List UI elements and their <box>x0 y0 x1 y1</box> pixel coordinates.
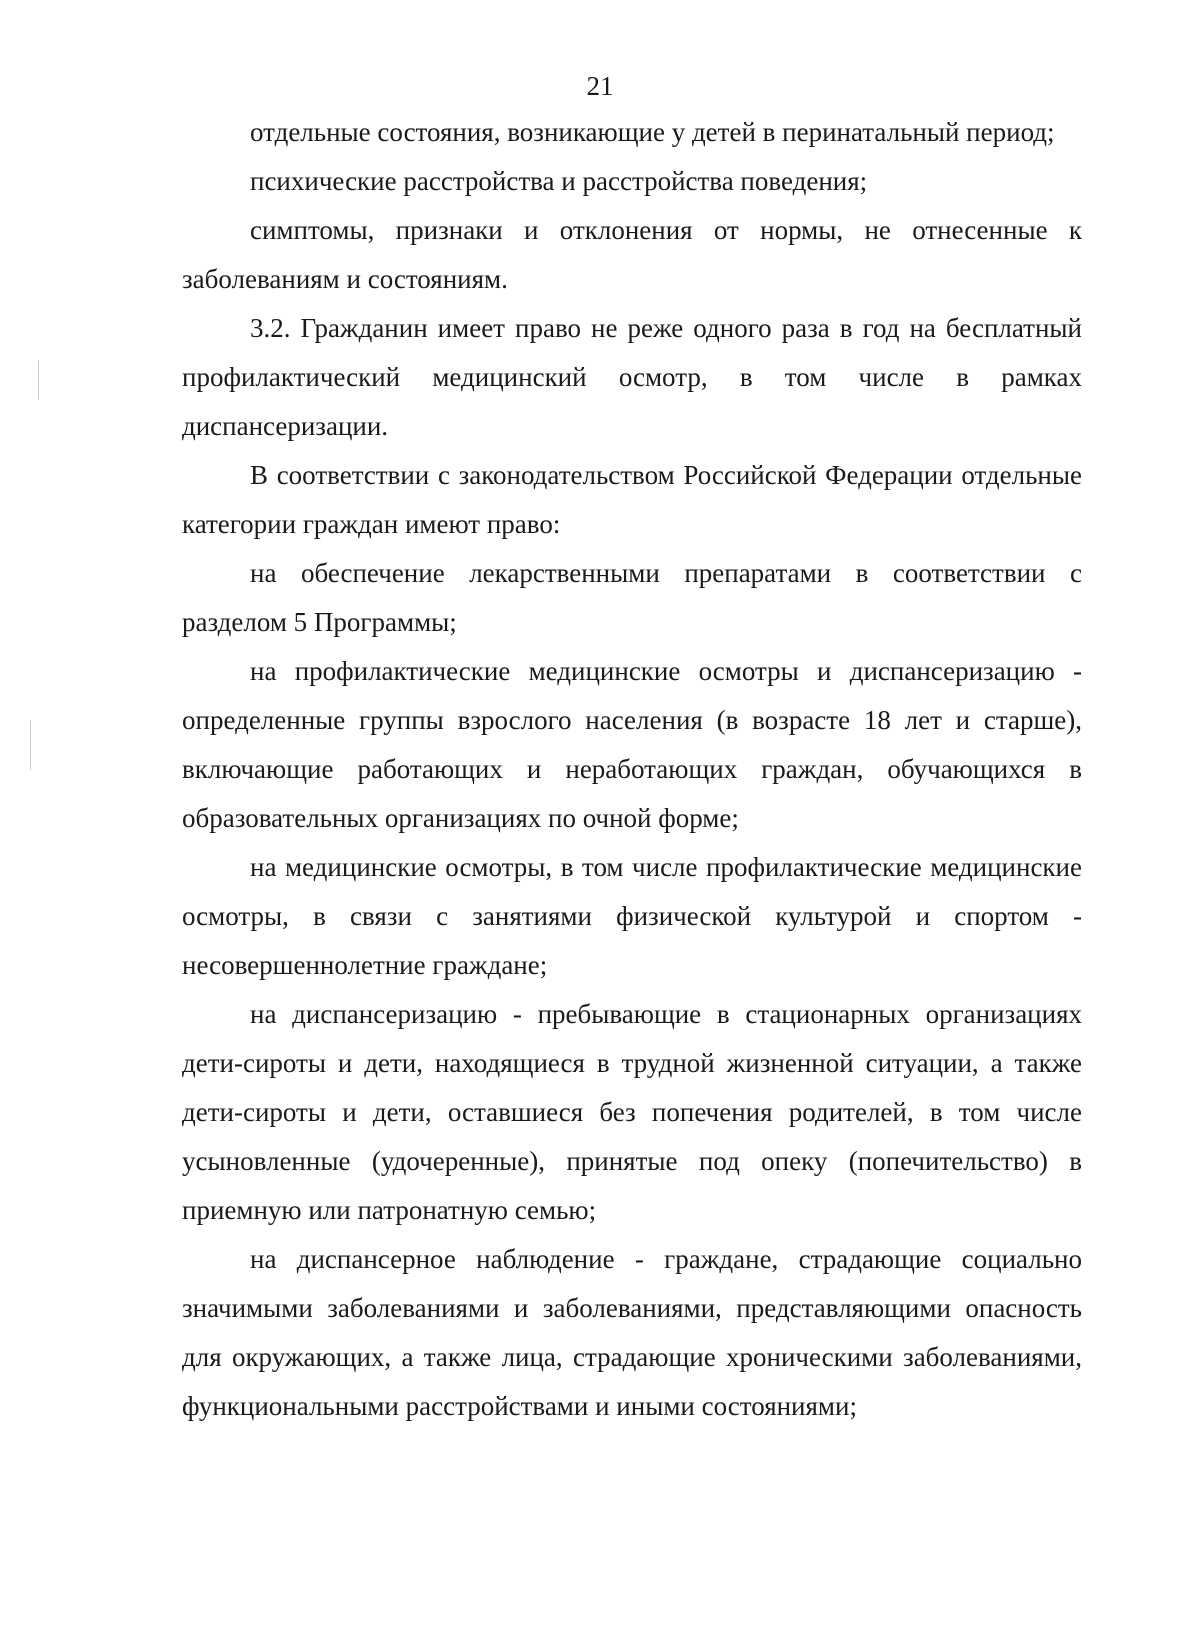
scan-edge-mark <box>30 720 31 770</box>
paragraph: на обеспечение лекарственными препаратами в соответствии с разделом 5 Программы; <box>182 558 1082 637</box>
paragraph: на диспансерное наблюдение - граждане, страдающие социально значимыми заболеваниями и заболеваниями, представляющими опасность для окружающих, а также лица, страдающие хроническими заболеваниями, функциональными расстройствами и иными состояниями; <box>182 1244 1082 1421</box>
paragraph: на диспансеризацию - пребывающие в стационарных организациях дети-сироты и дети, находящиеся в трудной жизненной ситуации, а также дети-сироты и дети, оставшиеся без попечения родителей, в том числе усыновленные (удочеренные), принятые под опеку (попечительство) в приемную или патронатную семью; <box>182 999 1082 1225</box>
page-number: 21 <box>586 71 614 101</box>
document-body <box>182 108 1082 1431</box>
scan-edge-mark <box>38 360 39 400</box>
paragraph: 3.2. Гражданин имеет право не реже одного раза в год на бесплатный профилактический медицинский осмотр, в том числе в рамках диспансеризации. <box>182 313 1082 441</box>
paragraph: психические расстройства и расстройства поведения; <box>250 166 868 196</box>
paragraph: на медицинские осмотры, в том числе профилактические медицинские осмотры, в связи с занятиями физической культурой и спортом - несовершеннолетние граждане; <box>182 852 1082 980</box>
paragraph: отдельные состояния, возникающие у детей в перинатальный период; <box>250 117 1055 147</box>
paragraph: В соответствии с законодательством Российской Федерации отдельные категории граждан имеют право: <box>182 460 1082 539</box>
paragraph: симптомы, признаки и отклонения от нормы, не отнесенные к заболеваниям и состояниям. <box>182 215 1082 294</box>
paragraph: на профилактические медицинские осмотры и диспансеризацию - определенные группы взрослого населения (в возрасте 18 лет и старше), включающие работающих и неработающих граждан, обучающихся в образовательных организациях по очной форме; <box>182 656 1082 833</box>
